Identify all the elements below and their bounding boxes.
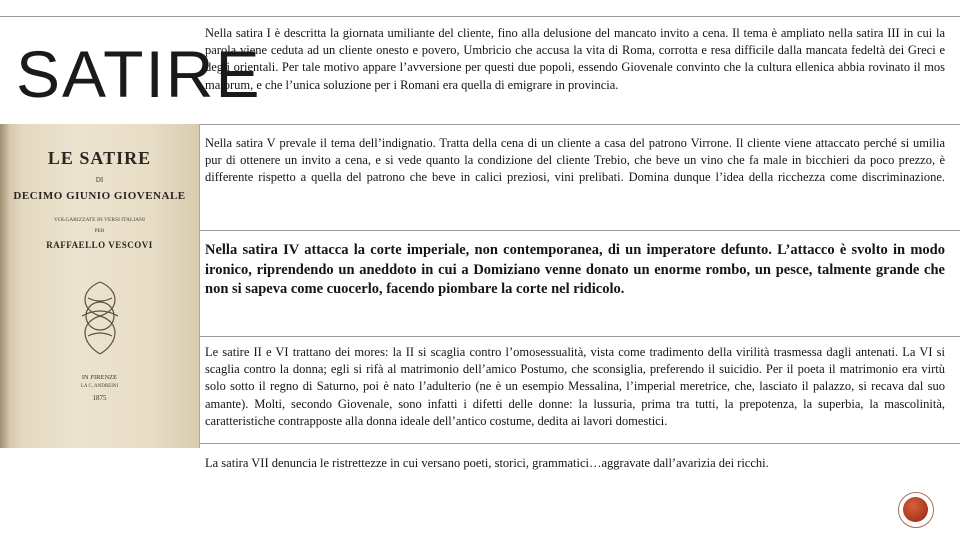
- book-per: PER: [94, 228, 105, 234]
- divider-2: [200, 230, 960, 231]
- book-publisher: LA C. ANDREINI: [80, 384, 119, 389]
- book-translator: RAFFAELLO VESCOVI: [46, 240, 153, 250]
- book-di: DI: [95, 176, 104, 184]
- slide-nav-circle-icon[interactable]: [898, 492, 934, 528]
- book-year: 1875: [92, 394, 107, 402]
- book-title: LE SATIRE: [47, 148, 152, 168]
- slide-title: SATIRE: [16, 37, 262, 111]
- book-city: IN FIRENZE: [81, 374, 118, 381]
- book-emblem-icon: [70, 276, 130, 362]
- top-rule: [0, 16, 960, 17]
- slide-nav-circle-fill: [903, 497, 928, 522]
- paragraph-satira-1: Nella satira I è descritta la giornata umiliante del cliente, fino alla delusione del mancato invito a cena. Il tema è ampliato nella satira III in cui la parola viene ceduta ad un cliente onesto e povero, Umbricio che accusa la vita di Roma, corrotta e resa difficile dalla mancata fedeltà dei Greci e degli orientali. Per tale motivo appare l’avversione per questi due popoli, essendo Giovenale convinto che la cultura ellenica abbia rovinato il mos maiorum, e che l’unica soluzione per i Romani era quella di emigrare in provincia.: [205, 26, 945, 92]
- book-cover-image: [0, 124, 200, 448]
- divider-3: [200, 336, 960, 337]
- book-author: DECIMO GIUNIO GIOVENALE: [13, 190, 186, 202]
- divider-1: [200, 124, 960, 125]
- paragraph-satire-2-6: Le satire II e VI trattano dei mores: la II si scaglia contro l’omosessualità, vista come tradimento della virilità trasmessa dagli antenati. La VI si scaglia contro la donna; egli si rifà al matrimonio dell’amico Postumo, che sconsiglia, preferendo il suicidio. Per il poeta il matrimonio era virtù solo sotto il regno di Saturno, poi è nato l’adulterio (ne è un esempio Messalina, l’imperial meretrice, che, lasciato il palazzo, si recava dal suo amante). Molti, secondo Giovenale, sono infatti i difetti delle donne: la lussuria, prima tra tutti, la prepotenza, la superbia, la mascolinità, caratteristiche contrapposte alla donna ideale dell’antico costume, dedita ai lavori domestici.: [205, 345, 945, 428]
- paragraph-satira-5: Nella satira V prevale il tema dell’indignatio. Tratta della cena di un cliente a casa del patrono Virrone. Il cliente viene attaccato perché si umilia pur di ottenere un invito a cena, e si vede quanto la condizione del cliente Trebio, che beve un vino che fa male in bicchieri da poco prezzo, è differente rispetto a quella del patrono che beve in calici preziosi, vini prelibati. Domina dunque l’idea della ricchezza come discriminazione.: [205, 136, 945, 185]
- paragraph-satira-4: Nella satira IV attacca la corte imperiale, non contemporanea, di un imperatore defunto. L’attacco è svolto in modo ironico, riprendendo un aneddoto in cui a Domiziano venne donato un enorme rombo, un pesce, talmente grande che non si sapeva come cuocerlo, facendo piombare la corte nel ridicolo.: [205, 242, 945, 297]
- paragraph-satira-7: La satira VII denuncia le ristrettezze in cui versano poeti, storici, grammatici…aggravate dall’avarizia dei ricchi.: [205, 456, 769, 470]
- divider-4: [200, 443, 960, 444]
- book-subtitle: VOLGARIZZATE IN VERSI ITALIANI: [54, 217, 145, 223]
